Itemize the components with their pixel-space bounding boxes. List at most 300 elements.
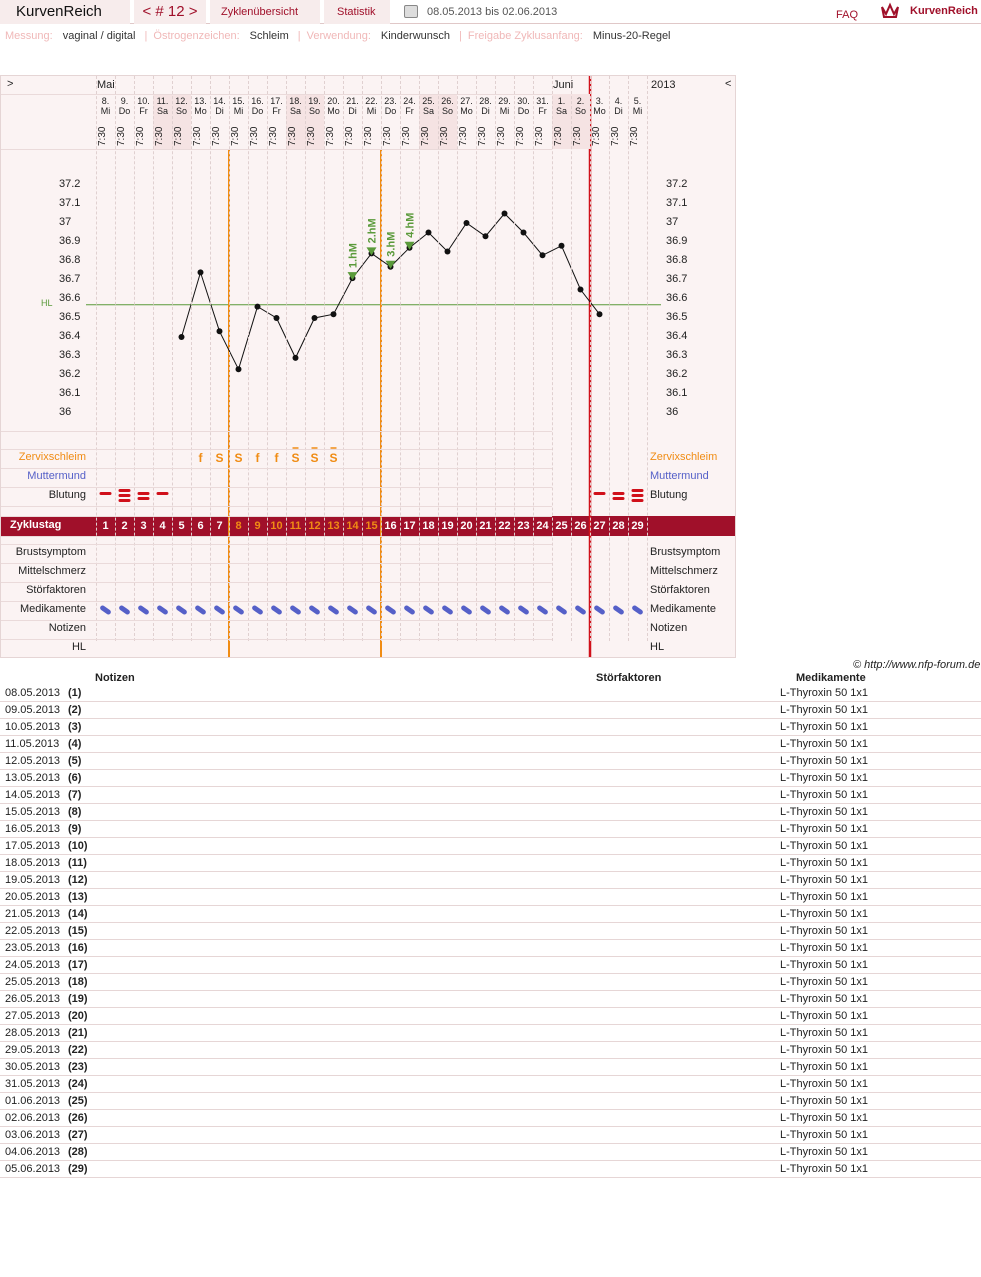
cycle-day-cell: 28 <box>610 518 627 534</box>
note-medication: L-Thyroxin 50 1x1 <box>780 959 869 971</box>
note-date: 28.05.2013 <box>5 1027 61 1039</box>
day-time: 7:30 <box>401 126 412 146</box>
day-time: 7:30 <box>192 126 203 146</box>
note-cycle-day: (27) <box>68 1129 88 1141</box>
usage-label: Verwendung: <box>306 30 371 42</box>
day-date: 3. <box>595 96 604 106</box>
month-label: Juni <box>553 79 574 91</box>
grid-line <box>324 76 325 641</box>
cycle-day-cell: 17 <box>401 518 418 534</box>
day-weekday: Fr <box>139 106 148 116</box>
day-weekday: Di <box>481 106 490 116</box>
cycle-day-cell: 16 <box>382 518 399 534</box>
row-label-left: Notizen <box>48 622 86 634</box>
bleeding-mark <box>138 492 150 495</box>
note-cycle-day: (7) <box>68 789 82 801</box>
day-date: 1. <box>557 96 566 106</box>
note-medication: L-Thyroxin 50 1x1 <box>780 1163 869 1175</box>
day-weekday: Sa <box>156 106 168 116</box>
note-cycle-day: (15) <box>68 925 88 937</box>
note-date: 02.06.2013 <box>5 1112 61 1124</box>
cycle-day-cell: 27 <box>591 518 608 534</box>
notes-row <box>0 872 981 889</box>
day-weekday: Mi <box>632 106 643 116</box>
note-date: 15.05.2013 <box>5 806 61 818</box>
grid-line <box>343 76 344 641</box>
grid-line <box>552 76 553 641</box>
usage-value: Kinderwunsch <box>380 30 450 42</box>
y-tick-left: 36.2 <box>59 368 81 380</box>
cycle-day-cell: 7 <box>211 518 228 534</box>
notes-row <box>0 804 981 821</box>
notes-row <box>0 1076 981 1093</box>
chart-prev-button[interactable]: > <box>7 78 14 90</box>
y-tick-right: 36.5 <box>666 311 688 323</box>
note-medication: L-Thyroxin 50 1x1 <box>780 857 869 869</box>
cycle-day-cell: 21 <box>477 518 494 534</box>
note-medication: L-Thyroxin 50 1x1 <box>780 925 869 937</box>
cycle-day-cell: 4 <box>154 518 171 534</box>
day-time: 7:30 <box>268 126 279 146</box>
y-tick-right: 36.2 <box>666 368 688 380</box>
note-medication: L-Thyroxin 50 1x1 <box>780 721 869 733</box>
temperature-point <box>198 269 204 275</box>
separator: | <box>144 30 148 42</box>
day-date: 14. <box>213 96 226 106</box>
note-medication: L-Thyroxin 50 1x1 <box>780 1112 869 1124</box>
day-weekday: Mi <box>100 106 111 116</box>
temperature-point <box>179 334 185 340</box>
notes-row <box>0 753 981 770</box>
day-weekday: Di <box>614 106 623 116</box>
y-tick-right: 36.7 <box>666 273 688 285</box>
grid-line <box>362 76 363 641</box>
grid-line <box>609 76 610 641</box>
cycle-navigator[interactable]: < # 12 > <box>134 0 206 24</box>
cycle-chart <box>0 75 736 658</box>
temperature-point <box>578 287 584 293</box>
day-date: 9. <box>120 96 129 106</box>
day-time: 7:30 <box>344 126 355 146</box>
medication-icon <box>137 605 150 616</box>
hl-line-label: HL <box>41 297 53 308</box>
medication-icon <box>365 605 378 616</box>
grid-line <box>267 76 268 641</box>
row-label-left: Medikamente <box>19 603 86 615</box>
y-tick-left: 36.9 <box>59 235 81 247</box>
note-medication: L-Thyroxin 50 1x1 <box>780 891 869 903</box>
row-separator <box>1 449 552 450</box>
day-time: 7:30 <box>306 126 317 146</box>
note-cycle-day: (13) <box>68 891 88 903</box>
grid-line <box>248 76 249 641</box>
statistics-link[interactable]: Statistik <box>324 0 390 24</box>
day-date: 25. <box>422 96 435 106</box>
day-time: 7:30 <box>553 126 564 146</box>
cycle-day-cell: 26 <box>572 518 589 534</box>
medication-icon <box>403 605 416 616</box>
note-date: 09.05.2013 <box>5 704 61 716</box>
year-label: 2013 <box>651 79 676 91</box>
day-weekday: So <box>441 106 453 116</box>
note-cycle-day: (17) <box>68 959 88 971</box>
bleeding-mark <box>613 497 625 500</box>
hm-marker <box>348 272 358 280</box>
note-date: 29.05.2013 <box>5 1044 61 1056</box>
cycle-day-cell: 8 <box>230 518 247 534</box>
grid-line <box>533 76 534 641</box>
note-cycle-day: (21) <box>68 1027 88 1039</box>
temperature-point <box>274 315 280 321</box>
day-weekday: So <box>308 106 320 116</box>
day-weekday: Mo <box>327 106 340 116</box>
medication-icon <box>270 605 283 616</box>
note-date: 08.05.2013 <box>5 687 61 699</box>
note-medication: L-Thyroxin 50 1x1 <box>780 1010 869 1022</box>
day-time: 7:30 <box>211 126 222 146</box>
copyright-note: © http://www.nfp-forum.de <box>853 659 981 671</box>
grid-line <box>210 76 211 641</box>
day-time: 7:30 <box>363 126 374 146</box>
app-logo[interactable]: KurvenReich <box>0 0 130 24</box>
temperature-point <box>426 230 432 236</box>
medication-icon <box>156 605 169 616</box>
note-date: 17.05.2013 <box>5 840 61 852</box>
day-time: 7:30 <box>287 126 298 146</box>
cycle-day-cell: 5 <box>173 518 190 534</box>
day-date: 27. <box>460 96 473 106</box>
hm-label: 2.hM <box>366 218 379 244</box>
notes-row <box>0 1059 981 1076</box>
notes-row <box>0 906 981 923</box>
temperature-point <box>502 211 508 217</box>
brand-name[interactable]: KurvenReich <box>910 5 978 17</box>
note-cycle-day: (26) <box>68 1112 88 1124</box>
release-label: Freigabe Zyklusanfang: <box>467 30 583 42</box>
grid-line <box>115 76 116 641</box>
cervix-symbol: S <box>310 451 319 465</box>
note-medication: L-Thyroxin 50 1x1 <box>780 704 869 716</box>
day-weekday: Fr <box>405 106 414 116</box>
day-date: 13. <box>194 96 207 106</box>
day-weekday: Sa <box>422 106 434 116</box>
y-tick-right: 36.3 <box>666 349 688 361</box>
top-navigation <box>0 0 981 24</box>
note-date: 30.05.2013 <box>5 1061 61 1073</box>
row-separator <box>1 431 552 432</box>
y-tick-right: 36.1 <box>666 387 688 399</box>
y-tick-right: 36.6 <box>666 292 688 304</box>
note-medication: L-Thyroxin 50 1x1 <box>780 908 869 920</box>
bleeding-mark <box>100 492 112 495</box>
y-tick-right: 36.8 <box>666 254 688 266</box>
medication-icon <box>384 605 397 616</box>
grid-line <box>286 76 287 641</box>
bleeding-mark <box>594 492 606 495</box>
hm-marker <box>367 247 377 255</box>
grid-line <box>514 76 515 641</box>
day-time: 7:30 <box>249 126 260 146</box>
bleeding-mark <box>119 494 131 497</box>
note-cycle-day: (6) <box>68 772 82 784</box>
y-tick-left: 37.1 <box>59 197 81 209</box>
note-medication: L-Thyroxin 50 1x1 <box>780 789 869 801</box>
cycle-day-cell: 23 <box>515 518 532 534</box>
notes-row <box>0 1042 981 1059</box>
y-tick-left: 37 <box>59 216 72 228</box>
row-separator <box>1 544 552 545</box>
notes-row <box>0 1161 981 1178</box>
row-separator <box>1 94 552 95</box>
day-weekday: Di <box>215 106 224 116</box>
note-medication: L-Thyroxin 50 1x1 <box>780 806 869 818</box>
note-date: 12.05.2013 <box>5 755 61 767</box>
notes-row <box>0 1144 981 1161</box>
note-medication: L-Thyroxin 50 1x1 <box>780 1129 869 1141</box>
note-cycle-day: (29) <box>68 1163 88 1175</box>
measurement-label: Messung: <box>5 30 53 42</box>
row-label-left: Störfaktoren <box>26 584 86 596</box>
note-date: 26.05.2013 <box>5 993 61 1005</box>
day-time: 7:30 <box>477 126 488 146</box>
row-label-right: HL <box>650 641 665 653</box>
cycle-overview-link[interactable]: Zyklenübersicht <box>210 0 320 24</box>
cycle-info-bar <box>5 30 677 42</box>
day-weekday: Do <box>384 106 397 116</box>
row-label-right: Zervixschleim <box>650 451 718 463</box>
bleeding-mark <box>613 492 625 495</box>
note-date: 23.05.2013 <box>5 942 61 954</box>
bleeding-mark <box>157 492 169 495</box>
y-tick-right: 37.2 <box>666 178 688 190</box>
y-tick-left: 37.2 <box>59 178 81 190</box>
note-medication: L-Thyroxin 50 1x1 <box>780 1095 869 1107</box>
note-date: 24.05.2013 <box>5 959 61 971</box>
note-date: 20.05.2013 <box>5 891 61 903</box>
note-date: 01.06.2013 <box>5 1095 61 1107</box>
note-cycle-day: (22) <box>68 1044 88 1056</box>
temperature-point <box>293 355 299 361</box>
grid-line <box>153 76 154 641</box>
note-medication: L-Thyroxin 50 1x1 <box>780 687 869 699</box>
day-date: 29. <box>498 96 511 106</box>
bleeding-mark <box>632 499 644 502</box>
notes-row <box>0 1110 981 1127</box>
note-cycle-day: (4) <box>68 738 82 750</box>
cycle-day-label: Zyklustag <box>10 519 62 531</box>
row-separator <box>1 536 552 537</box>
day-time: 7:30 <box>135 126 146 146</box>
temperature-point <box>540 252 546 258</box>
estrogen-value: Schleim <box>249 30 289 42</box>
y-tick-right: 36.4 <box>666 330 688 342</box>
day-weekday: Do <box>118 106 131 116</box>
notes-row <box>0 1093 981 1110</box>
grid-line <box>229 76 230 641</box>
cycle-day-cell: 3 <box>135 518 152 534</box>
day-date: 17. <box>270 96 283 106</box>
note-date: 21.05.2013 <box>5 908 61 920</box>
cycle-day-cell: 2 <box>116 518 133 534</box>
note-cycle-day: (3) <box>68 721 82 733</box>
note-cycle-day: (5) <box>68 755 82 767</box>
grid-line <box>191 76 192 641</box>
day-time: 7:30 <box>173 126 184 146</box>
grid-line <box>571 76 572 641</box>
temperature-point <box>483 233 489 239</box>
date-range: 08.05.2013 bis 02.06.2013 <box>427 6 558 18</box>
row-label-right: Brustsymptom <box>650 546 721 558</box>
notes-row <box>0 719 981 736</box>
row-label-left: Blutung <box>48 489 86 501</box>
medication-icon <box>308 605 321 616</box>
row-label-left: Zervixschleim <box>18 451 86 463</box>
row-separator <box>1 601 552 602</box>
note-date: 10.05.2013 <box>5 721 61 733</box>
note-medication: L-Thyroxin 50 1x1 <box>780 755 869 767</box>
row-label-right: Medikamente <box>650 603 717 615</box>
temperature-plot <box>1 76 736 658</box>
day-time: 7:30 <box>591 126 602 146</box>
cycle-day-cell: 12 <box>306 518 323 534</box>
day-weekday: Do <box>517 106 530 116</box>
day-time: 7:30 <box>230 126 241 146</box>
day-time: 7:30 <box>629 126 640 146</box>
disturbances-header: Störfaktoren <box>596 672 662 684</box>
y-tick-left: 36 <box>59 406 72 418</box>
note-medication: L-Thyroxin 50 1x1 <box>780 1146 869 1158</box>
grid-line <box>495 76 496 641</box>
medication-icon <box>99 605 112 616</box>
row-label-left: HL <box>71 641 86 653</box>
grid-line <box>96 76 97 641</box>
medication-icon <box>327 605 340 616</box>
hm-label: 1.hM <box>347 243 360 269</box>
notes-row <box>0 923 981 940</box>
medication-icon <box>422 605 435 616</box>
day-date: 19. <box>308 96 321 106</box>
y-tick-left: 36.7 <box>59 273 81 285</box>
note-cycle-day: (14) <box>68 908 88 920</box>
day-weekday: Sa <box>289 106 301 116</box>
day-time: 7:30 <box>572 126 583 146</box>
notes-header: Notizen <box>95 672 135 684</box>
day-weekday: Do <box>251 106 264 116</box>
day-date: 28. <box>479 96 492 106</box>
day-time: 7:30 <box>439 126 450 146</box>
notes-row <box>0 1025 981 1042</box>
notes-row <box>0 855 981 872</box>
note-cycle-day: (28) <box>68 1146 88 1158</box>
note-cycle-day: (10) <box>68 840 88 852</box>
crown-icon <box>880 2 900 18</box>
notes-row <box>0 1008 981 1025</box>
medication-icon <box>498 605 511 616</box>
day-time: 7:30 <box>496 126 507 146</box>
row-label-left: Brustsymptom <box>15 546 86 558</box>
y-tick-left: 36.5 <box>59 311 81 323</box>
y-tick-left: 36.8 <box>59 254 81 266</box>
note-cycle-day: (19) <box>68 993 88 1005</box>
note-medication: L-Thyroxin 50 1x1 <box>780 1027 869 1039</box>
cervix-symbol: S <box>291 451 300 465</box>
cycle-day-cell: 22 <box>496 518 513 534</box>
temperature-point <box>597 311 603 317</box>
row-label-right: Störfaktoren <box>650 584 710 596</box>
grid-line <box>400 76 401 641</box>
day-time: 7:30 <box>154 126 165 146</box>
hm-marker <box>405 242 415 250</box>
note-cycle-day: (24) <box>68 1078 88 1090</box>
temperature-point <box>217 328 223 334</box>
medication-icon <box>517 605 530 616</box>
row-label-right: Mittelschmerz <box>650 565 718 577</box>
chart-next-button[interactable]: < <box>725 78 732 90</box>
notes-row <box>0 787 981 804</box>
day-weekday: So <box>175 106 187 116</box>
day-weekday: Di <box>348 106 357 116</box>
grid-line <box>381 76 382 641</box>
estrogen-label: Östrogenzeichen: <box>153 30 240 42</box>
bleeding-mark <box>119 499 131 502</box>
day-weekday: Mo <box>194 106 207 116</box>
grid-line <box>419 76 420 641</box>
faq-link[interactable]: FAQ <box>836 9 859 21</box>
note-cycle-day: (8) <box>68 806 82 818</box>
note-cycle-day: (23) <box>68 1061 88 1073</box>
day-weekday: Mi <box>499 106 510 116</box>
note-medication: L-Thyroxin 50 1x1 <box>780 1044 869 1056</box>
medication-icon <box>194 605 207 616</box>
day-time: 7:30 <box>610 126 621 146</box>
row-separator <box>1 582 552 583</box>
medication-icon <box>232 605 245 616</box>
day-weekday: Mi <box>233 106 244 116</box>
grid-line <box>457 76 458 641</box>
note-medication: L-Thyroxin 50 1x1 <box>780 823 869 835</box>
cycle-day-cell: 29 <box>629 518 646 534</box>
day-date: 4. <box>614 96 623 106</box>
note-date: 22.05.2013 <box>5 925 61 937</box>
day-date: 22. <box>365 96 378 106</box>
note-date: 16.05.2013 <box>5 823 61 835</box>
print-icon[interactable] <box>404 5 418 18</box>
medication-icon <box>536 605 549 616</box>
cycle-day-cell: 11 <box>287 518 304 534</box>
note-date: 14.05.2013 <box>5 789 61 801</box>
y-tick-left: 36.3 <box>59 349 81 361</box>
note-medication: L-Thyroxin 50 1x1 <box>780 976 869 988</box>
measurement-value: vaginal / digital <box>62 30 136 42</box>
note-date: 19.05.2013 <box>5 874 61 886</box>
cycle-day-cell: 15 <box>363 518 380 534</box>
medication-icon <box>213 605 226 616</box>
medication-icon <box>118 605 131 616</box>
day-date: 21. <box>346 96 359 106</box>
note-date: 11.05.2013 <box>5 738 60 750</box>
cycle-day-cell: 1 <box>97 518 114 534</box>
notes-row <box>0 736 981 753</box>
row-separator <box>1 149 552 150</box>
y-tick-left: 36.1 <box>59 387 81 399</box>
day-date: 12. <box>175 96 188 106</box>
note-medication: L-Thyroxin 50 1x1 <box>780 942 869 954</box>
note-cycle-day: (2) <box>68 704 82 716</box>
medication-icon <box>289 605 302 616</box>
medication-header: Medikamente <box>796 672 866 684</box>
day-time: 7:30 <box>515 126 526 146</box>
row-label-right: Notizen <box>650 622 688 634</box>
